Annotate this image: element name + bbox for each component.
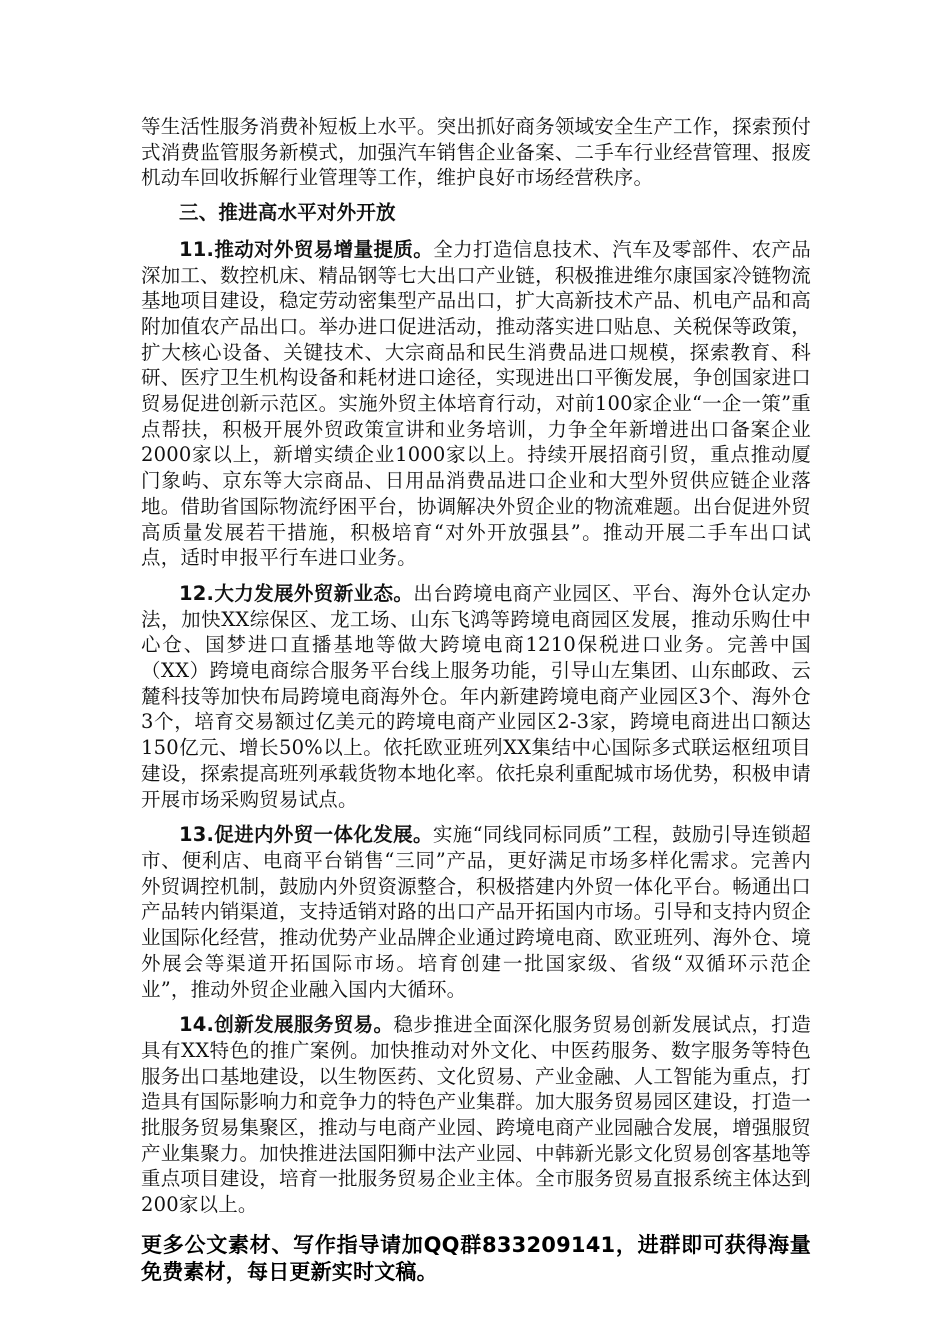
item-lead: 11.推动对外贸易增量提质。 (179, 237, 434, 261)
intro-paragraph: 等生活性服务消费补短板上水平。突出抓好商务领域安全生产工作，探索预付式消费监管服务新模式，加强汽车销售企业备案、二手车行业经营管理、报废机动车回收拆解行业管理等工作，维护良好市场经营秩序。 (141, 115, 811, 190)
item-lead: 14.创新发展服务贸易。 (179, 1013, 394, 1037)
item-paragraph (141, 1012, 811, 1218)
item-body: 实施“同线同标同质”工程，鼓励引导连锁超市、便利店、电商平台销售“三同”产品，更好满足市场多样化需求。完善内外贸调控机制，鼓励内外贸资源整合，积极搭建内外贸一体化平台。畅通出口产品转内销渠道，支持适销对路的出口产品开拓国内市场。引导和支持内贸企业国际化经营，推动优势产业品牌企业通过跨境电商、欧亚班列、海外仓、境外展会等渠道开拓国际市场。培育创建一批国家级、省级“双循环示范企业”，推动外贸企业融入国内大循环。 (141, 823, 811, 1001)
item-lead: 13.促进内外贸一体化发展。 (179, 823, 433, 847)
item-paragraph (141, 237, 811, 571)
item-paragraph (141, 581, 811, 812)
document-body (141, 114, 811, 1286)
item-paragraph (141, 822, 811, 1002)
item-body: 稳步推进全面深化服务贸易创新发展试点，打造具有XX特色的推广案例。加快推动对外文化、中医药服务、数字服务等特色服务出口基地建设，以生物医药、文化贸易、产业金融、人工智能为重点，打造具有国际影响力和竞争力的特色产业集群。加大服务贸易园区建设，打造一批服务贸易集聚区，推动与电商产业园、跨境电商产业园融合发展，增强服贸产业集聚力。加快推进法国阳狮中法产业园、中韩新光影文化贸易创客基地等重点项目建设，培育一批服务贸易企业主体。全市服务贸易直报系统主体达到200家以上。 (141, 1013, 812, 1217)
section-heading: 三、推进高水平对外开放 (179, 201, 396, 225)
footer-note: 更多公文素材、写作指导请加QQ群833209141，进群即可获得海量免费素材，每日更新实时文稿。 (141, 1232, 811, 1284)
item-body: 全力打造信息技术、汽车及零部件、农产品深加工、数控机床、精品钢等七大出口产业链，积极推进维尔康国家冷链物流基地项目建设，稳定劳动密集型产品出口，扩大高新技术产品、机电产品和高附加值农产品出口。举办进口促进活动，推动落实进口贴息、关税保等政策，扩大核心设备、关键技术、大宗商品和民生消费品进口规模，探索教育、科研、医疗卫生机构设备和耗材进口途径，实现进出口平衡发展，争创国家进口贸易促进创新示范区。实施外贸主体培育行动，对前100家企业“一企一策”重点帮扶，积极开展外贸政策宣讲和业务培训，力争全年新增进出口备案企业2000家以上，新增实绩企业1000家以上。持续开展招商引贸，重点推动厦门象屿、京东等大宗商品、日用品消费品进口企业和大型外贸供应链企业落地。借助省国际物流纾困平台，协调解决外贸企业的物流难题。出台促进外贸高质量发展若干措施，积极培育“对外开放强县”。推动开展二手车出口试点，适时申报平行车进口业务。 (141, 237, 811, 570)
item-body: 出台跨境电商产业园区、平台、海外仓认定办法，加快XX综保区、龙工场、山东飞鸿等跨境电商园区发展，推动乐购仕中心仓、国梦进口直播基地等做大跨境电商1210保税进口业务。完善中国（XX）跨境电商综合服务平台线上服务功能，引导山左集团、山东邮政、云麓科技等加快布局跨境电商海外仓。年内新建跨境电商产业园区3个、海外仓3个，培育交易额过亿美元的跨境电商产业园区2-3家，跨境电商进出口额达150亿元、增长50%以上。依托欧亚班列XX集结中心国际多式联运枢纽项目建设，探索提高班列承载货物本地化率。依托泉利重配城市场优势，积极申请开展市场采购贸易试点。 (141, 581, 811, 811)
item-lead: 12.大力发展外贸新业态。 (179, 581, 414, 605)
